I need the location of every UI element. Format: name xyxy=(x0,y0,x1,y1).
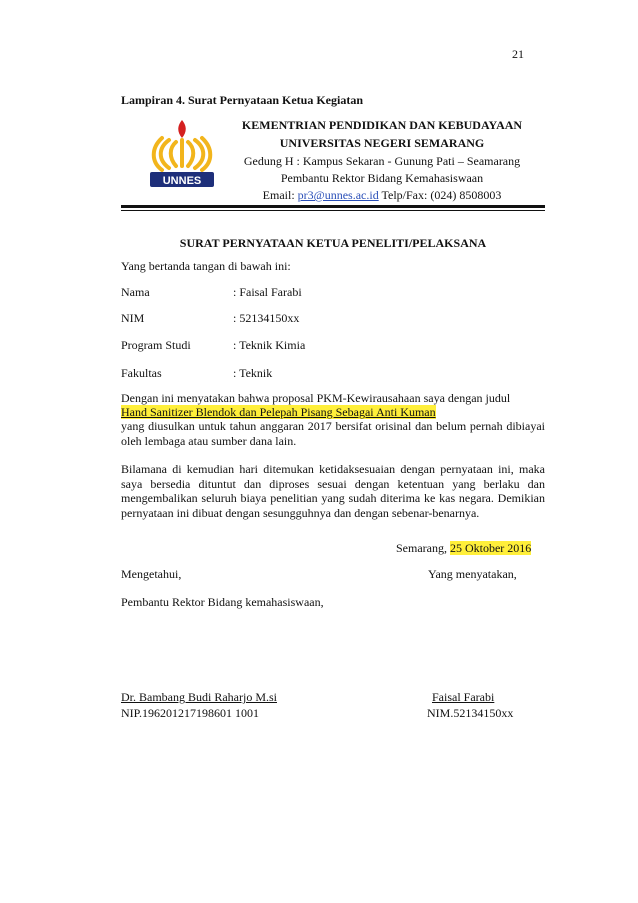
logo-wordmark: UNNES xyxy=(162,175,202,187)
phone: Telp/Fax: (024) 8508003 xyxy=(381,188,502,202)
page-number: 21 xyxy=(512,47,524,61)
address: Gedung H : Kampus Sekaran - Gunung Pati – Seamarang xyxy=(243,154,521,168)
letterhead-divider-thin xyxy=(121,210,545,211)
contact-line xyxy=(218,188,546,203)
declaration-paragraph: Bilamana di kemudian hari ditemukan ketidaksesuaian dengan pernyataan ini, maka saya bersedia dituntut dan diproses sesuai dengan ketentuan yang berlaku dan mengembalikan seluruh biaya penelitian yang sudah diterima ke kas negara. Demikian pernyataan ini dibuat dengan sesungguhnya dan dengan sebenar-benarnya. xyxy=(121,462,545,520)
attachment-heading: Lampiran 4. Surat Pernyataan Ketua Kegiatan xyxy=(121,93,363,107)
field-label-program-studi: Program Studi xyxy=(121,338,191,352)
statement-rest: yang diusulkan untuk tahun anggaran 2017 bersifat orisinal dan belum pernah dibiayai oleh lembaga atau sumber dana lain. xyxy=(121,419,545,448)
date: 25 Oktober 2016 xyxy=(449,541,532,555)
office-name: Pembantu Rektor Bidang Kemahasiswaan xyxy=(280,171,484,185)
unnes-logo xyxy=(149,116,215,194)
document-title: SURAT PERNYATAAN KETUA PENELITI/PELAKSANA xyxy=(179,236,487,250)
declarant-label: Yang menyatakan, xyxy=(428,567,517,581)
field-label-nama: Nama xyxy=(121,285,150,299)
field-label-fakultas: Fakultas xyxy=(121,366,162,380)
approver-nip: NIP.196201217198601 1001 xyxy=(121,706,260,720)
place-date xyxy=(396,541,531,556)
email-label: Email: xyxy=(262,188,295,202)
proposal-title xyxy=(121,405,436,420)
acknowledged-label: Mengetahui, xyxy=(121,567,182,581)
university-name: UNIVERSITAS NEGERI SEMARANG xyxy=(279,136,485,150)
field-label-nim: NIM xyxy=(121,311,145,325)
field-value-program-studi: : Teknik Kimia xyxy=(233,338,306,352)
field-value-nama: : Faisal Farabi xyxy=(233,285,302,299)
letterhead-divider-thick xyxy=(121,205,545,208)
field-value-nim: : 52134150xx xyxy=(233,311,300,325)
declarant-name: Faisal Farabi xyxy=(432,690,495,704)
field-value-fakultas: : Teknik xyxy=(233,366,273,380)
ministry-name: KEMENTRIAN PENDIDIKAN DAN KEBUDAYAAN xyxy=(241,118,523,132)
statement-line1: Dengan ini menyatakan bahwa proposal PKM-Kewirausahaan saya dengan judul xyxy=(121,391,511,405)
flame-icon xyxy=(178,120,186,138)
email-link[interactable]: pr3@unnes.ac.id xyxy=(297,188,379,202)
approver-position: Pembantu Rektor Bidang kemahasiswaan, xyxy=(121,595,324,609)
place: Semarang, xyxy=(396,541,447,555)
intro-text: Yang bertanda tangan di bawah ini: xyxy=(121,259,291,273)
approver-name: Dr. Bambang Budi Raharjo M.si xyxy=(121,690,277,704)
declarant-nim: NIM.52134150xx xyxy=(427,706,514,720)
proposal-title-text: Hand Sanitizer Blendok dan Pelepah Pisang Sebagai Anti Kuman xyxy=(121,405,436,419)
